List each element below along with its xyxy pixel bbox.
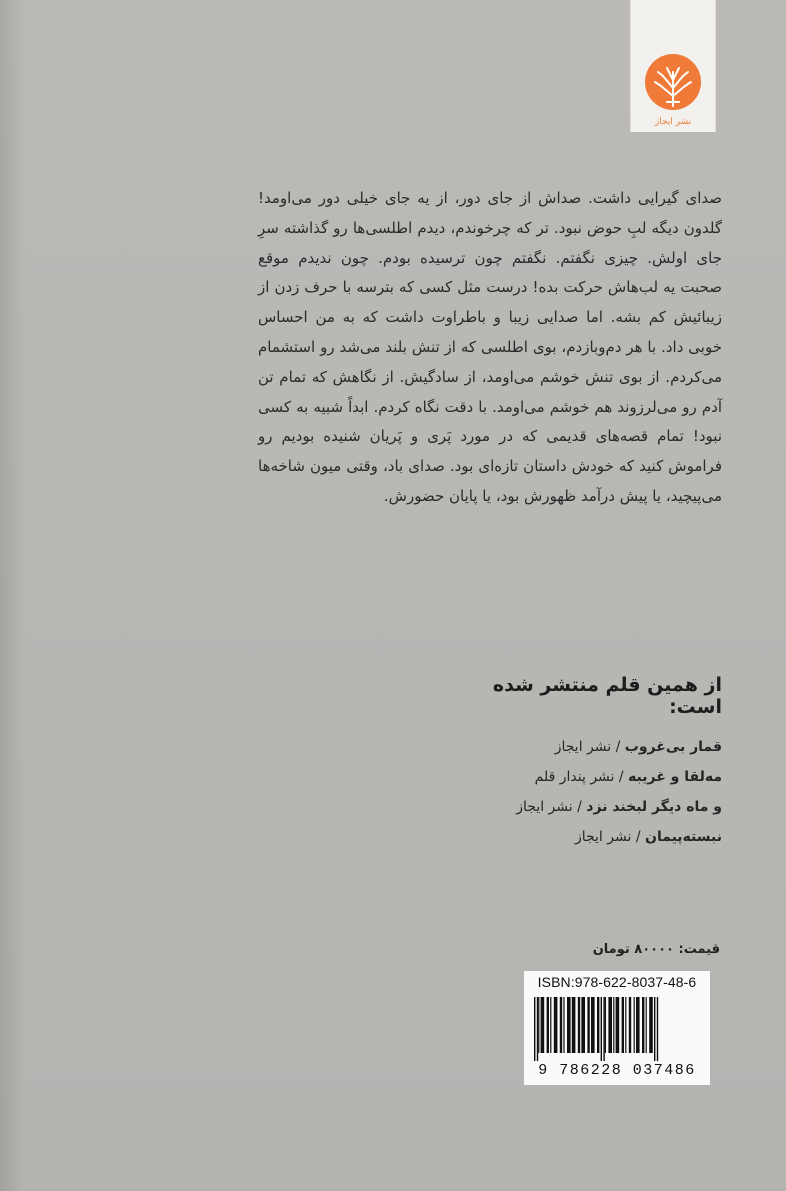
barcode-bar (567, 997, 571, 1053)
barcode-bar (629, 997, 631, 1053)
back-cover-blurb: صدای گیرایی داشت. صداش از جای دور، از یه جای خیلی دور می‌اومد! گلدون دیگه لبِ حوض نبود. تر که چرخوندم، دیدم اطلسی‌ها رو گذاشته سرِ جای اولش. چیزی نگفتم. نگفتم چون ترسیده بودم. چون ندیدم موقع صحبت یه لب‌هاش حرکت بده! درست مثل کسی که بترسه با حرف زدن از زیبائیش کم بشه. اما صدایی زیبا و باطراوت داشت که به من احساس خوبی داد. با هر دم‌وبازدم، بوی اطلسی که از تنش بلند می‌شد رو استشمام می‌کردم. از بوی تنش خوشم می‌اومد، از سادگیش. از نگاهش که تمام تن آدم رو می‌لرزوند هم خوشم می‌اومد. با دقت نگاه کردم. ابداً شبیه به کسی نبود! تمام قصه‌های قدیمی که در مورد پَری و پَریان شنیده بودیم رو فراموش کنید که خودش داستان تازه‌ای بود. صدای باد، وقتی میون شاخه‌ها می‌پیچید، یا پیش درآمد ظهورش بود، یا پایان حضورش. (258, 189, 722, 505)
list-item (380, 792, 722, 822)
book-publisher: نشر ایجاز (516, 799, 573, 815)
barcode-bar (554, 997, 558, 1053)
tree-icon (641, 52, 705, 128)
barcode-bar (572, 997, 576, 1053)
barcode-guard-bar (537, 997, 538, 1061)
barcode-bar (605, 997, 606, 1053)
barcode-bar (649, 997, 653, 1053)
book-title: نبسته‌پیمان (645, 829, 722, 845)
barcode-bar (616, 997, 620, 1053)
barcode-bar (581, 997, 585, 1053)
spine-shadow (0, 0, 26, 1191)
book-separator: / (611, 739, 625, 755)
barcode-bar (636, 997, 640, 1053)
barcode-bar (587, 997, 589, 1053)
barcode-bar (646, 997, 647, 1053)
barcode (532, 997, 702, 1061)
list-item (380, 762, 722, 792)
book-publisher: نشر پندار قلم (534, 769, 615, 785)
barcode-bar (560, 997, 562, 1053)
book-publisher: نشر ایجاز (574, 829, 632, 845)
barcode-bar (608, 997, 612, 1053)
book-title: قمار بی‌غروب (624, 739, 722, 755)
barcode-digits: 9 786228 037486 (538, 1062, 696, 1079)
barcode-bar (613, 997, 614, 1053)
barcode-bar (541, 997, 545, 1053)
barcode-bar (597, 997, 599, 1053)
barcode-guard-bar (603, 997, 604, 1061)
barcode-bar (578, 997, 580, 1053)
barcode-bar (622, 997, 624, 1053)
barcode-bar (547, 997, 549, 1053)
list-item (380, 822, 722, 852)
list-item (380, 732, 722, 762)
barcode-bar (538, 997, 539, 1053)
isbn-label: ISBN:978-622-8037-48-6 (537, 974, 697, 990)
book-separator: / (572, 799, 587, 815)
barcode-guard-bar (601, 997, 602, 1061)
barcode-bar (625, 997, 626, 1053)
barcode-bar (550, 997, 551, 1053)
barcode-guard-bar (534, 997, 535, 1061)
book-title: و ماه دیگر لبخند نزد (586, 799, 722, 815)
barcode-bar (591, 997, 595, 1053)
publisher-logo (630, 0, 716, 132)
other-works-heading: از همین قلم منتشر شده است: (492, 674, 722, 718)
barcode-bar (642, 997, 644, 1053)
other-works-list (380, 732, 722, 852)
book-separator: / (614, 769, 629, 785)
price-label: قیمت: ۸۰۰۰۰ تومان (592, 942, 720, 957)
barcode-bar (563, 997, 564, 1053)
book-separator: / (631, 829, 645, 845)
barcode-bar (634, 997, 635, 1053)
barcode-guard-bar (657, 997, 658, 1061)
barcode-guard-bar (654, 997, 655, 1061)
isbn-barcode-box (524, 971, 710, 1085)
book-publisher: نشر ایجاز (554, 739, 612, 755)
logo-caption: نشر ایجاز (654, 117, 692, 127)
book-title: مه‌لقا و غریبه (628, 769, 722, 785)
